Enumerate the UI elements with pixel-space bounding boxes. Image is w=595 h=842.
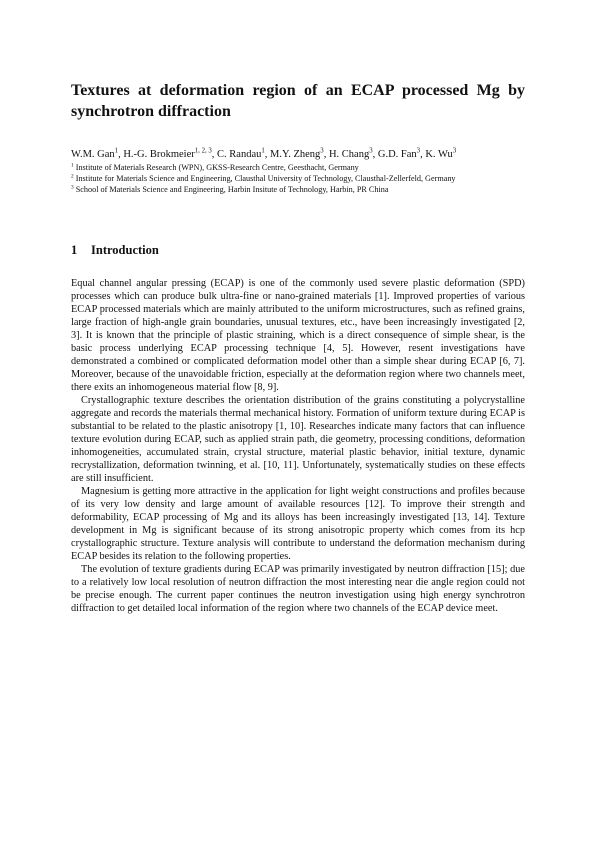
author: H. Chang$^3$ — [328, 147, 373, 160]
author: C. Randau$^1$ — [217, 147, 265, 160]
affiliation: $^1$ Institute of Materials Research (WPN), GKSS-Research Centre, Geesthacht, Germany — [71, 162, 359, 172]
paragraph: Crystallographic texture describes the orientation distribution of the grains constituting a polycrystalline aggregate and records the materials thermal mechanical history. Formation of uniform texture during ECAP is substantial to be related to the plastic anisotropy [1, 10]. Researches indicate many factors that can influence texture evolution during ECAP, such as applied strain path, die geometry, processing conditions, deformation inhomogeneities, accumulated strain, crystal structure, material plastic behavior, initial texture, dynamic recrystallization, deformation twinning, et al. [10, 11]. Unfortunately, systematically studies on these effects are still insufficient. — [71, 395, 525, 484]
section-heading — [71, 242, 525, 258]
author-list: W.M. Gan$^1$, H.-G. Brokmeier$^{1, 2, 3}$, C. Randau$^1$, M.Y. Zheng$^3$, H. Chang$^3$, G.D. Fan$^3$, K. Wu$^3$ — [71, 147, 457, 160]
affiliation: $^3$ School of Materials Science and Engineering, Harbin Insitute of Technology, Harbin, PR China — [71, 184, 389, 194]
paragraph: Magnesium is getting more attractive in the application for light weight constructions and profiles because of its very low density and large amount of available resources [12]. To improve their strength and deformability, ECAP processing of Mg and its alloys has been increasingly investigated [13, 14]. Texture development in Mg is significant because of its strong anisotropic property which comes from its hcp crystallographic structure. Texture analysis will contribute to understand the deformation mechanism during ECAP besides its relation to the following properties. — [71, 486, 525, 562]
author: M.Y. Zheng$^3$ — [270, 147, 324, 160]
author: W.M. Gan$^1$ — [71, 147, 119, 160]
paragraph: Equal channel angular pressing (ECAP) is one of the commonly used severe plastic deformation (SPD) processes which can produce bulk ultra-fine or nano-grained materials [1]. Improved properties of various ECAP processed materials which are mainly attributed to the uniform microstructures, such as refined grains, large fraction of high-angle grain boundaries, unusual textures, etc., have been increasingly investigated [2, 3]. It is known that the principle of plastic straining, which is a direct consequence of simple shear, is the basic process underlying ECAP processing technique [4, 5]. However, resent investigations have demonstrated a combined or complicated deformation model other than a simple shear during ECAP [6, 7]. Moreover, because of the unavoidable friction, especially at the deformation region where two channels meet, there exits an inhomogeneous material flow [8, 9]. — [71, 278, 525, 393]
body-text — [71, 277, 525, 615]
author: K. Wu$^3$ — [425, 147, 457, 160]
affiliation-list — [71, 162, 525, 195]
author: H.-G. Brokmeier$^{1, 2, 3}$ — [123, 147, 212, 160]
affiliation: $^2$ Institute for Materials Science and Engineering, Clausthal University of Technology, Clausthal-Zellerfeld, Germany — [71, 173, 456, 183]
paper-title: Textures at deformation region of an ECAP processed Mg by synchrotron diffraction — [71, 82, 525, 120]
section-title: Introduction — [91, 243, 159, 257]
paragraph: The evolution of texture gradients during ECAP was primarily investigated by neutron diffraction [15]; due to a relatively low local resolution of neutron diffraction the most interesting near die angle region could not be precise enough. The current paper continues the neutron investigation using high energy synchrotron diffraction to get detailed local information of the region where two channels of the ECAP device meet. — [71, 564, 525, 614]
section-number: 1 — [71, 243, 78, 257]
author: G.D. Fan$^3$ — [377, 147, 421, 160]
page-content — [71, 80, 525, 615]
